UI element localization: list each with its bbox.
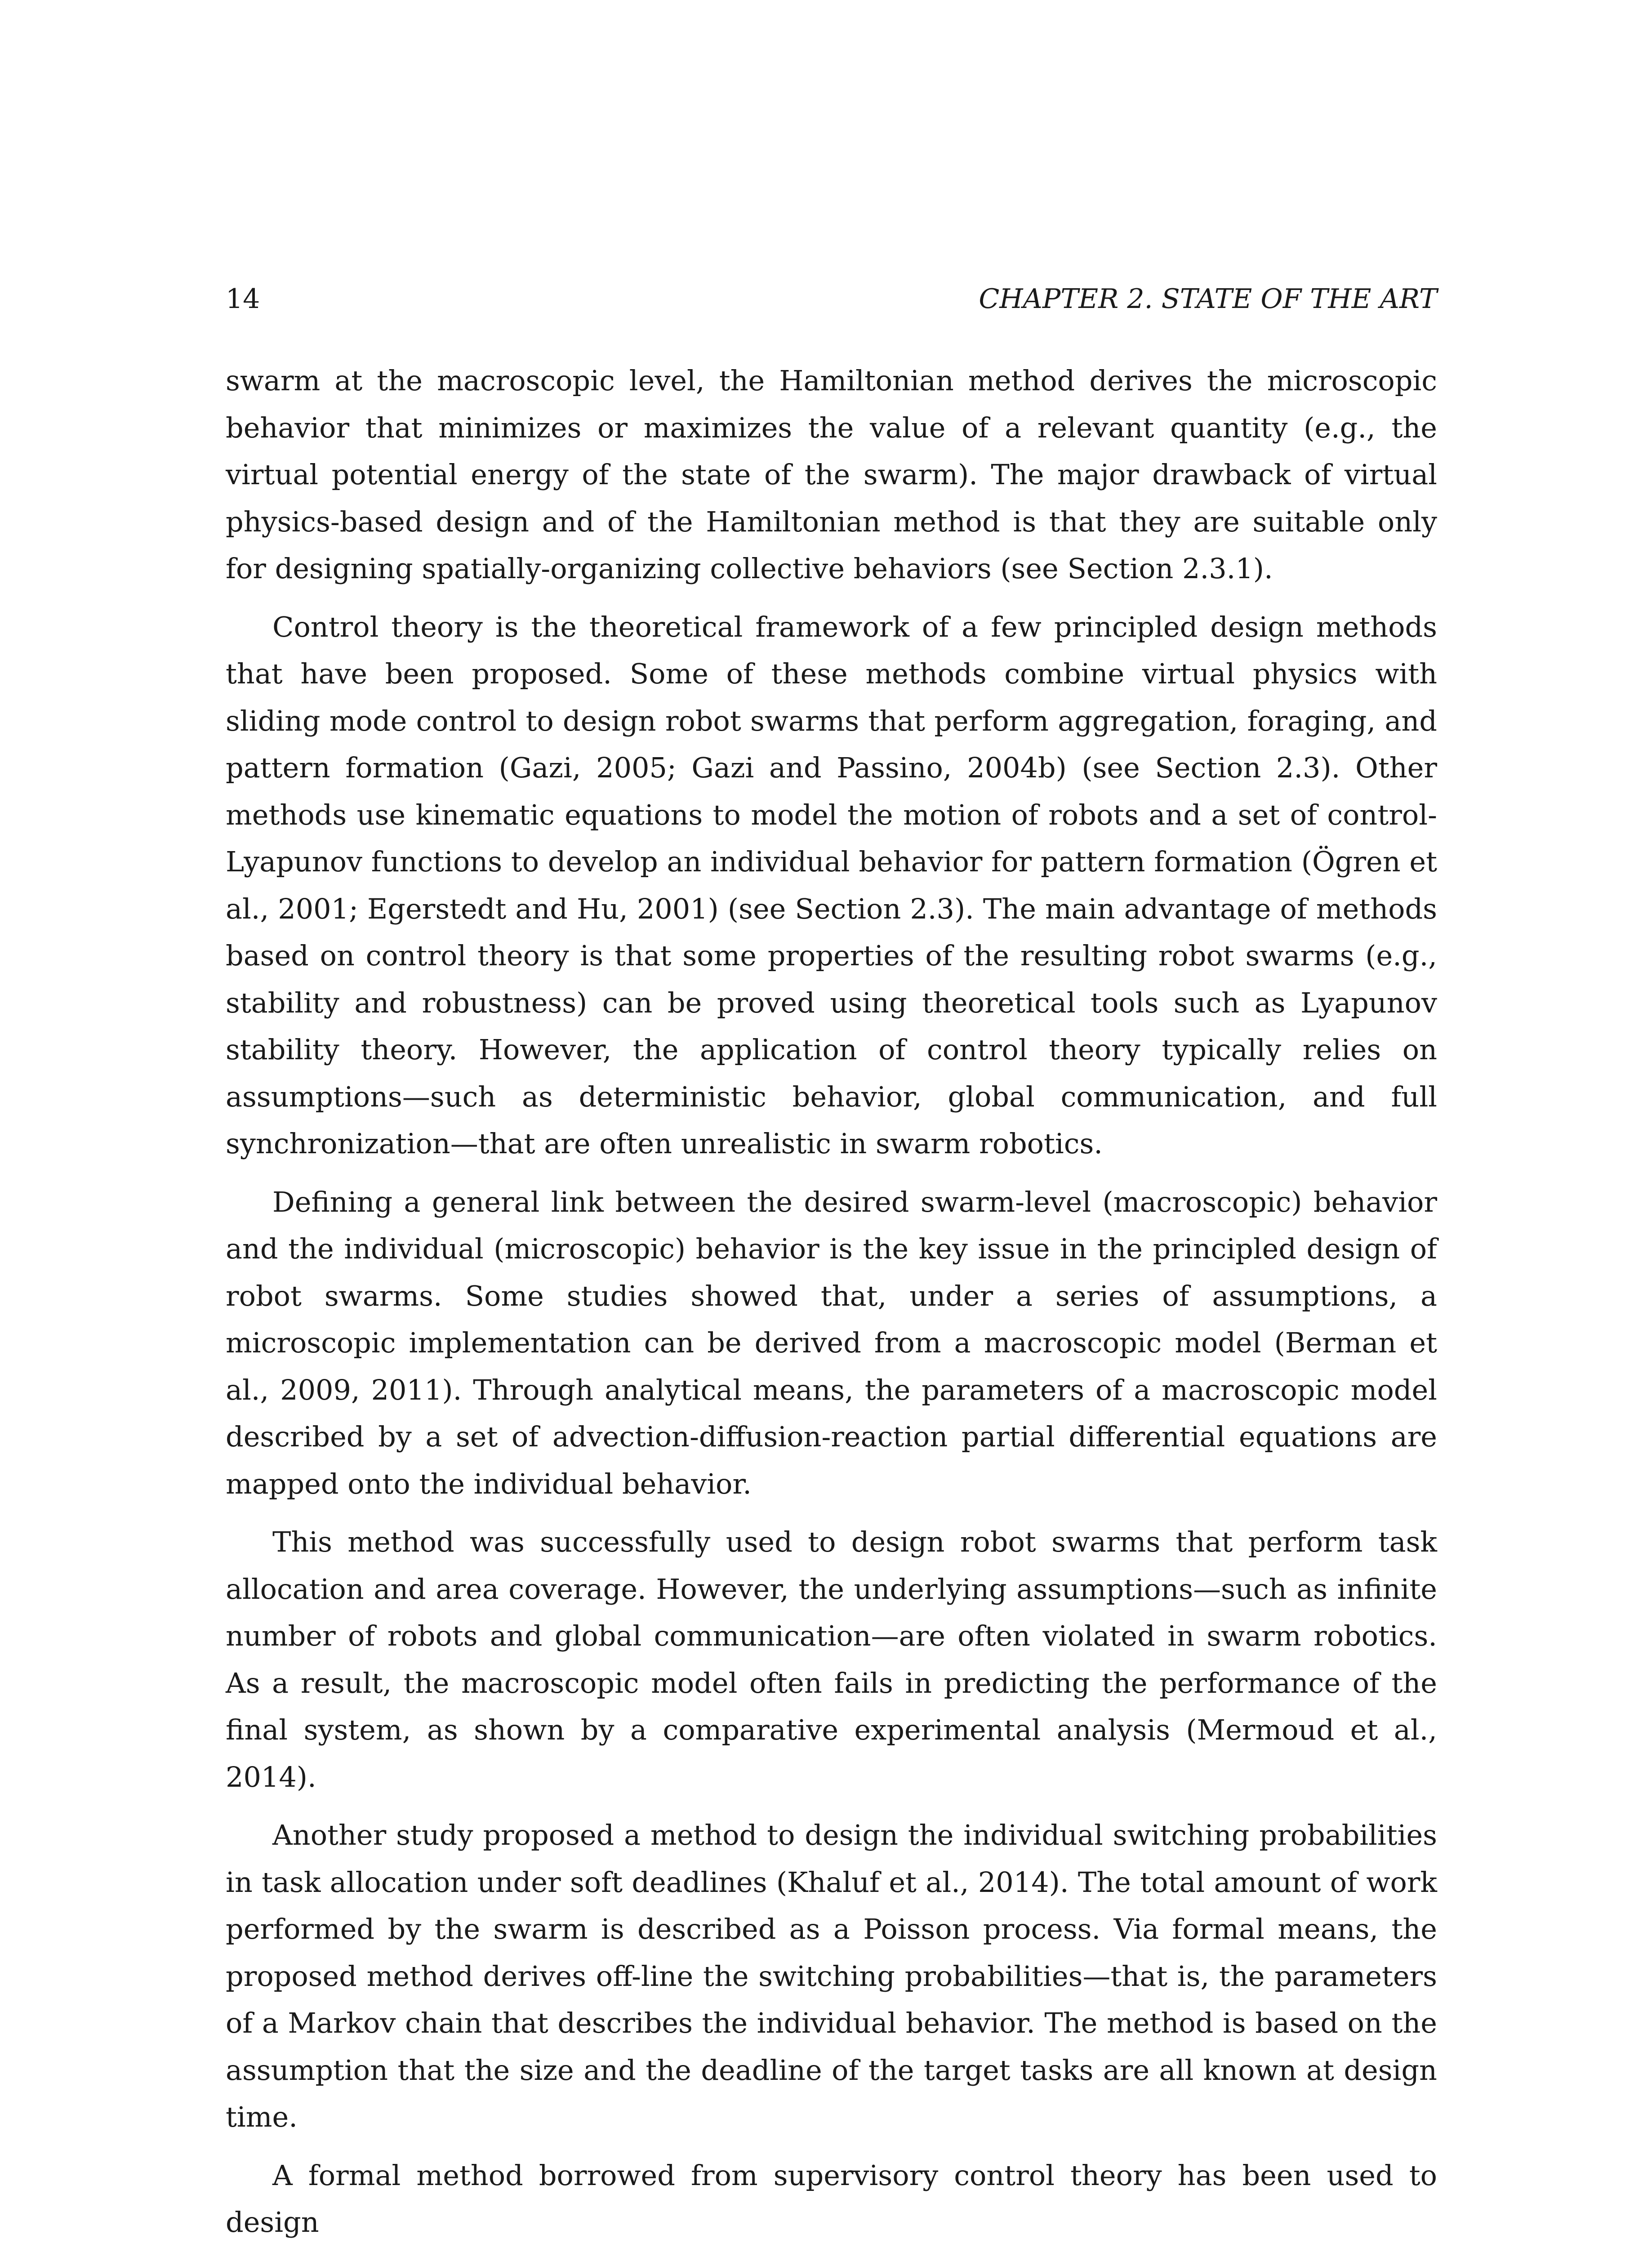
paragraph-control-theory: Control theory is the theoretical framework of a few principled design methods that have been proposed. Some of these methods combine virtual physics with sliding mode control to design robot swarms that perform aggregation, foraging, and pattern formation (Gazi, 2005; Gazi and Passino, 2004b) (see Section 2.3). Other methods use kinematic equations to model the motion of robots and a set of control-Lyapunov functions to develop an individual behavior for pattern formation (Ögren et al., 2001; Egerstedt and Hu, 2001) (see Section 2.3). The main advantage of methods based on control theory is that some properties of the resulting robot swarms (e.g., stability and robustness) can be proved using theoretical tools such as Lyapunov stability theory. However, the application of control theory typically relies on assumptions—such as deterministic behavior, global communication, and full synchronization—that are often unrealistic in swarm robotics. xyxy=(226,610,1437,1160)
paragraph-continuation: swarm at the macroscopic level, the Hamiltonian method derives the microscopic behavior that minimizes or maximizes the value of a relevant quantity (e.g., the virtual potential energy of the state of the swarm). The major drawback of virtual physics-based design and of the Hamiltonian method is that they are suitable only for designing spatially-organizing collective behaviors (see Section 2.3.1). xyxy=(226,364,1437,585)
paragraph-supervisory-control: A formal method borrowed from supervisory control theory has been used to design xyxy=(226,2159,1437,2239)
paragraph-task-allocation: This method was successfully used to design robot swarms that perform task allocation and area coverage. However, the underlying assumptions—such as infinite number of robots and global communication—are often violated in swarm robotics. As a result, the macroscopic model often fails in predicting the performance of the final system, as shown by a comparative experimental analysis (Mermoud et al., 2014). xyxy=(226,1525,1437,1793)
chapter-title: CHAPTER 2. STATE OF THE ART xyxy=(979,283,1437,315)
running-head xyxy=(226,274,1437,324)
body-text xyxy=(226,357,1437,2248)
paragraph-macro-micro-link: Defining a general link between the desired swarm-level (macroscopic) behavior and the individual (microscopic) behavior is the key issue in the principled design of robot swarms. Some studies showed that, under a series of assumptions, a microscopic implementation can be derived from a macroscopic model (Berman et al., 2009, 2011). Through analytical means, the parameters of a macroscopic model described by a set of advection-diffusion-reaction partial differential equations are mapped onto the individual behavior. xyxy=(226,1185,1437,1500)
paragraph-switching-probabilities: Another study proposed a method to design the individual switching probabilities in task allocation under soft deadlines (Khaluf et al., 2014). The total amount of work performed by the swarm is described as a Poisson process. Via formal means, the proposed method derives off-line the switching probabilities—that is, the parameters of a Markov chain that describes the individual behavior. The method is based on the assumption that the size and the deadline of the target tasks are all known at design time. xyxy=(226,1819,1437,2133)
page-number: 14 xyxy=(226,283,260,315)
